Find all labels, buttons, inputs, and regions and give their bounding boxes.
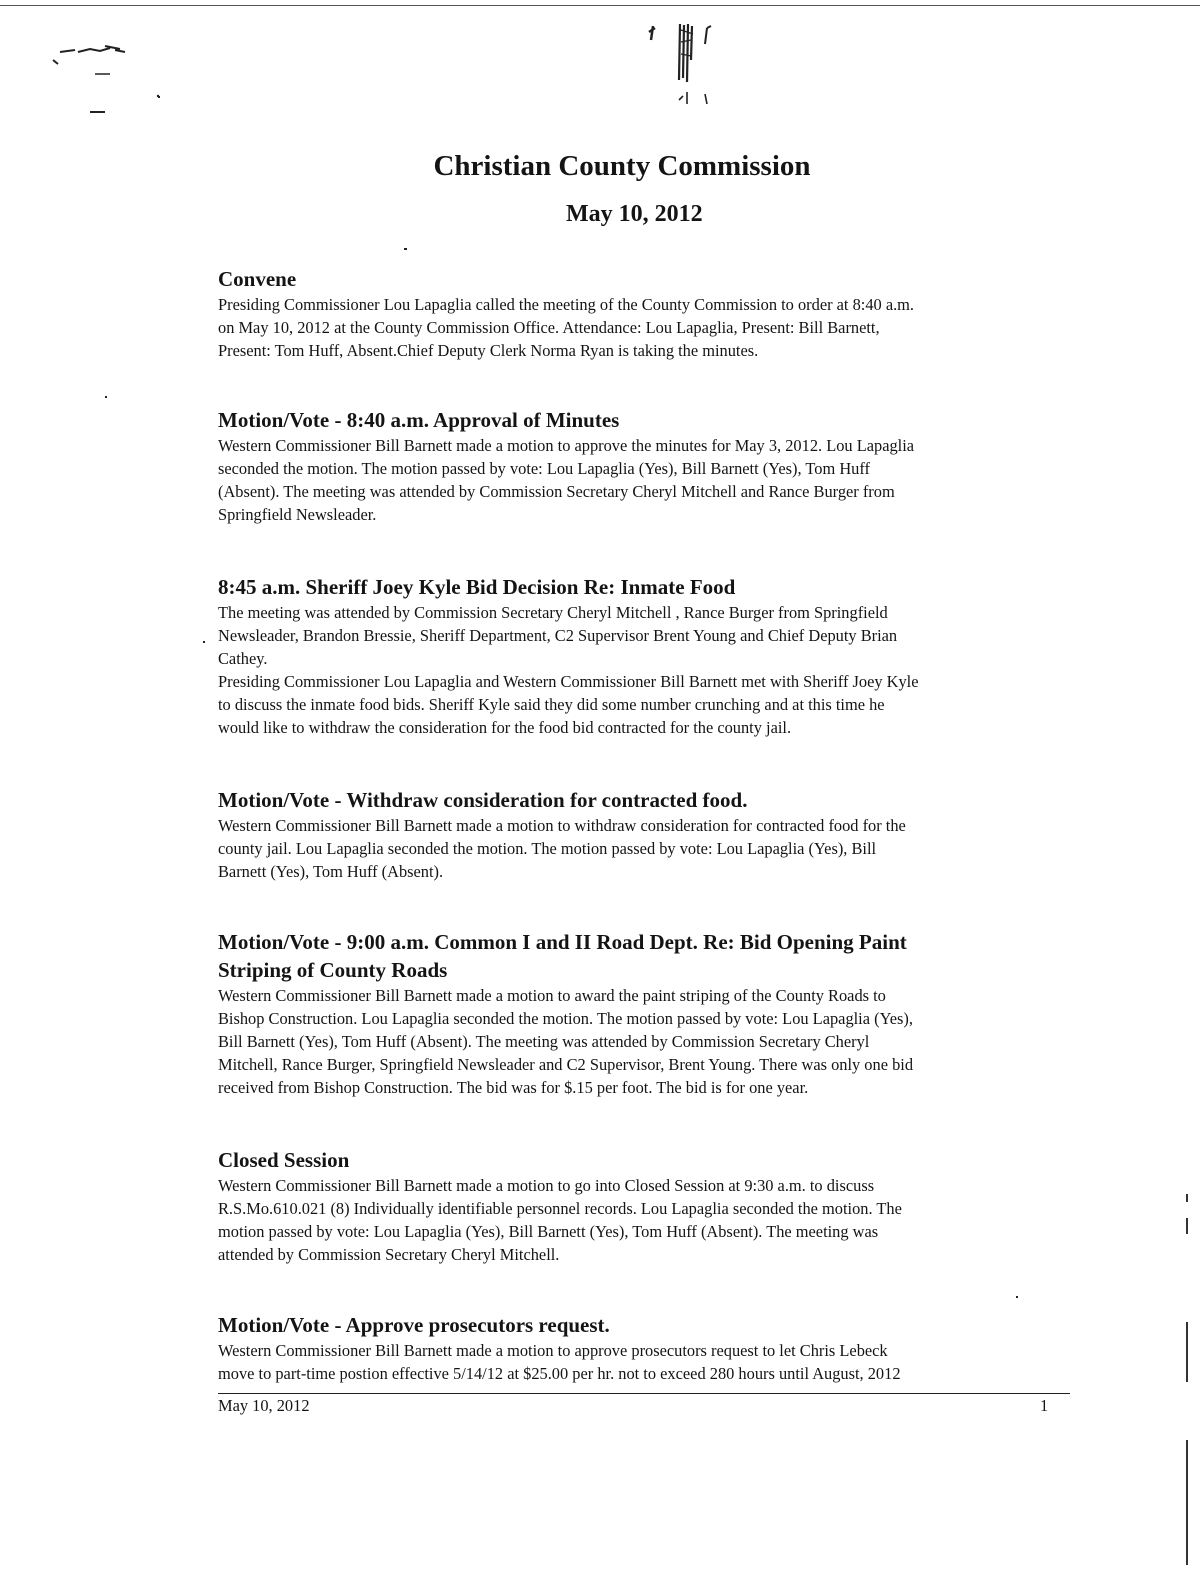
section-inmate-food-bid — [218, 573, 1078, 739]
section-line: move to part-time postion effective 5/14/12 at $25.00 per hr. not to exceed 280 hours until August, 2012 — [218, 1364, 901, 1383]
handwritten-scribble-mark — [50, 40, 160, 120]
section-heading: Motion/Vote - 9:00 a.m. Common I and II Road Dept. Re: Bid Opening Paint — [218, 930, 907, 954]
section-line: Barnett (Yes), Tom Huff (Absent). — [218, 862, 444, 881]
section-line: Western Commissioner Bill Barnett made a motion to go into Closed Session at 9:30 a.m. to discuss — [218, 1176, 875, 1195]
page-title: Christian County Commission — [433, 150, 811, 182]
section-approval-of-minutes — [218, 406, 1078, 526]
scan-speck — [203, 641, 205, 643]
footer-divider — [218, 1393, 1070, 1394]
section-line: motion passed by vote: Lou Lapaglia (Yes), Bill Barnett (Yes), Tom Huff (Absent). The meeting was — [218, 1222, 879, 1241]
scan-edge-mark — [1186, 1218, 1188, 1234]
section-line: Western Commissioner Bill Barnett made a motion to award the paint striping of the County Roads to — [218, 986, 886, 1005]
scan-top-edge — [0, 5, 1200, 6]
section-closed-session — [218, 1146, 1078, 1266]
section-line: (Absent). The meeting was attended by Commission Secretary Cheryl Mitchell and Rance Burger from — [218, 482, 895, 501]
section-line: Western Commissioner Bill Barnett made a motion to approve the minutes for May 3, 2012. Lou Lapaglia — [218, 436, 915, 455]
section-line: Springfield Newsleader. — [218, 505, 377, 524]
page-number: 1 — [1040, 1396, 1049, 1415]
section-heading: Motion/Vote - Withdraw consideration for contracted food. — [218, 788, 748, 812]
section-line: to discuss the inmate food bids. Sheriff Kyle said they did some number crunching and at this time he — [218, 695, 885, 714]
scan-edge-mark — [1186, 1440, 1188, 1565]
section-convene — [218, 265, 1078, 362]
section-heading-continued: Striping of County Roads — [218, 958, 448, 982]
section-line: on May 10, 2012 at the County Commission Office. Attendance: Lou Lapaglia, Present: Bill Barnett, — [218, 318, 880, 337]
section-line: Newsleader, Brandon Bressie, Sheriff Department, C2 Supervisor Brent Young and Chief Deputy Brian — [218, 626, 898, 645]
section-line: Present: Tom Huff, Absent.Chief Deputy Clerk Norma Ryan is taking the minutes. — [218, 341, 759, 360]
section-line: Cathey. — [218, 649, 268, 668]
section-heading: Closed Session — [218, 1148, 350, 1172]
section-withdraw-contracted-food — [218, 786, 1078, 883]
section-line: county jail. Lou Lapaglia seconded the motion. The motion passed by vote: Lou Lapaglia (Yes), Bill — [218, 839, 877, 858]
scan-speck — [105, 396, 107, 398]
section-prosecutors-request — [218, 1311, 1078, 1385]
section-heading: Motion/Vote - Approve prosecutors request. — [218, 1313, 610, 1337]
section-heading: Motion/Vote - 8:40 a.m. Approval of Minutes — [218, 408, 620, 432]
meeting-date: May 10, 2012 — [566, 201, 703, 227]
section-paint-striping-bid — [218, 928, 1078, 1099]
scan-stamp-mark — [645, 20, 725, 110]
section-line: Western Commissioner Bill Barnett made a motion to approve prosecutors request to let Chris Lebeck — [218, 1341, 888, 1360]
scan-speck — [158, 96, 160, 98]
section-line: would like to withdraw the consideration for the food bid contracted for the county jail. — [218, 718, 792, 737]
section-line: Presiding Commissioner Lou Lapaglia called the meeting of the County Commission to order at 8:40 a.m. — [218, 295, 915, 314]
scan-speck — [404, 248, 407, 250]
section-line: received from Bishop Construction. The bid was for $.15 per foot. The bid is for one year. — [218, 1078, 809, 1097]
section-line: Presiding Commissioner Lou Lapaglia and Western Commissioner Bill Barnett met with Sheriff Joey Kyle — [218, 672, 919, 691]
scan-edge-mark — [1186, 1322, 1188, 1382]
section-line: Bishop Construction. Lou Lapaglia seconded the motion. The motion passed by vote: Lou Lapaglia (Yes), — [218, 1009, 913, 1028]
section-line: Mitchell, Rance Burger, Springfield Newsleader and C2 Supervisor, Brent Young. There was only one bid — [218, 1055, 914, 1074]
scan-edge-mark — [1186, 1194, 1188, 1202]
section-heading: Convene — [218, 267, 297, 291]
section-line: Western Commissioner Bill Barnett made a motion to withdraw consideration for contracted food for the — [218, 816, 906, 835]
section-line: R.S.Mo.610.021 (8) Individually identifiable personnel records. Lou Lapaglia seconded the motion. The — [218, 1199, 902, 1218]
section-line: Bill Barnett (Yes), Tom Huff (Absent). The meeting was attended by Commission Secretary Cheryl — [218, 1032, 870, 1051]
section-line: The meeting was attended by Commission Secretary Cheryl Mitchell , Rance Burger from Springfield — [218, 603, 888, 622]
footer-date: May 10, 2012 — [218, 1396, 310, 1415]
section-line: seconded the motion. The motion passed by vote: Lou Lapaglia (Yes), Bill Barnett (Yes), Tom Huff — [218, 459, 870, 478]
section-heading: 8:45 a.m. Sheriff Joey Kyle Bid Decision Re: Inmate Food — [218, 575, 736, 599]
section-line: attended by Commission Secretary Cheryl Mitchell. — [218, 1245, 560, 1264]
scan-speck — [1016, 1296, 1018, 1298]
